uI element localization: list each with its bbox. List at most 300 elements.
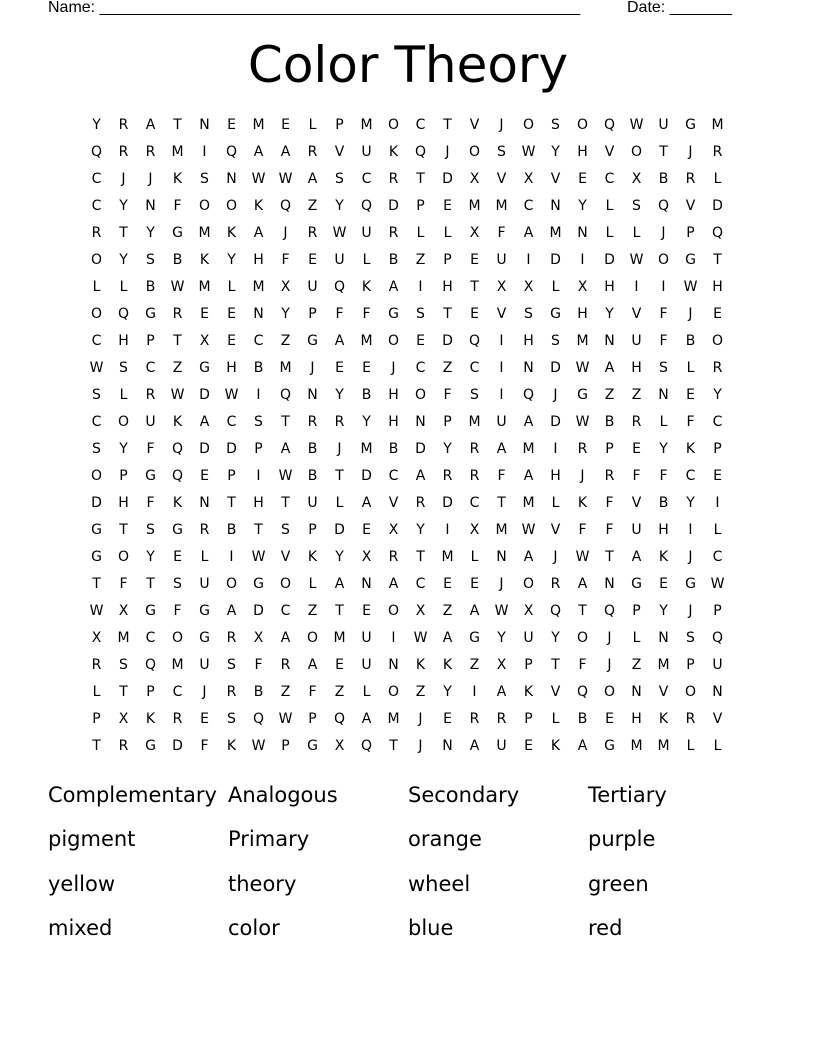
- grid-letter[interactable]: T: [416, 549, 425, 565]
- grid-letter[interactable]: R: [388, 225, 399, 241]
- grid-letter[interactable]: F: [146, 495, 155, 511]
- grid-letter[interactable]: E: [443, 198, 452, 214]
- grid-letter[interactable]: Y: [605, 306, 614, 322]
- grid-letter[interactable]: K: [685, 441, 696, 457]
- grid-letter[interactable]: E: [227, 117, 236, 133]
- grid-letter[interactable]: X: [523, 279, 534, 295]
- grid-letter[interactable]: A: [523, 549, 534, 565]
- grid-letter[interactable]: C: [415, 117, 426, 133]
- grid-letter[interactable]: B: [388, 252, 399, 268]
- grid-letter[interactable]: O: [522, 576, 535, 592]
- grid-letter[interactable]: L: [200, 549, 209, 565]
- grid-letter[interactable]: G: [307, 738, 318, 754]
- grid-letter[interactable]: X: [469, 522, 480, 538]
- grid-letter[interactable]: R: [280, 657, 291, 673]
- grid-letter[interactable]: T: [659, 144, 668, 160]
- grid-letter[interactable]: U: [631, 333, 642, 349]
- grid-letter[interactable]: B: [658, 171, 669, 187]
- grid-letter[interactable]: U: [307, 279, 318, 295]
- grid-letter[interactable]: N: [658, 387, 669, 403]
- grid-letter[interactable]: J: [283, 225, 288, 241]
- grid-letter[interactable]: W: [710, 576, 725, 592]
- grid-letter[interactable]: H: [388, 414, 399, 430]
- grid-letter[interactable]: Q: [711, 225, 724, 241]
- grid-letter[interactable]: B: [685, 333, 696, 349]
- grid-letter[interactable]: A: [307, 171, 318, 187]
- grid-letter[interactable]: A: [253, 225, 264, 241]
- grid-letter[interactable]: M: [198, 279, 211, 295]
- grid-letter[interactable]: P: [281, 738, 290, 754]
- grid-letter[interactable]: I: [472, 684, 477, 700]
- grid-letter[interactable]: C: [361, 171, 372, 187]
- grid-letter[interactable]: K: [172, 414, 183, 430]
- grid-letter[interactable]: R: [550, 576, 561, 592]
- grid-letter[interactable]: P: [308, 306, 317, 322]
- grid-letter[interactable]: D: [550, 360, 561, 376]
- grid-letter[interactable]: A: [361, 495, 372, 511]
- grid-letter[interactable]: R: [145, 144, 156, 160]
- grid-letter[interactable]: F: [686, 414, 695, 430]
- grid-letter[interactable]: B: [307, 441, 318, 457]
- grid-letter[interactable]: G: [604, 738, 615, 754]
- grid-letter[interactable]: I: [445, 522, 450, 538]
- grid-letter[interactable]: A: [577, 576, 588, 592]
- grid-letter[interactable]: I: [634, 279, 639, 295]
- grid-letter[interactable]: O: [117, 414, 130, 430]
- grid-letter[interactable]: G: [253, 576, 264, 592]
- grid-letter[interactable]: P: [146, 333, 155, 349]
- grid-letter[interactable]: M: [387, 711, 400, 727]
- grid-letter[interactable]: L: [551, 495, 560, 511]
- grid-letter[interactable]: T: [713, 252, 722, 268]
- grid-letter[interactable]: Q: [117, 306, 130, 322]
- grid-letter[interactable]: U: [712, 657, 723, 673]
- grid-letter[interactable]: G: [199, 603, 210, 619]
- grid-letter[interactable]: H: [388, 387, 399, 403]
- grid-letter[interactable]: T: [173, 117, 182, 133]
- grid-letter[interactable]: K: [361, 279, 372, 295]
- grid-letter[interactable]: J: [553, 387, 558, 403]
- grid-letter[interactable]: J: [310, 360, 315, 376]
- grid-letter[interactable]: S: [551, 333, 560, 349]
- grid-letter[interactable]: W: [332, 225, 347, 241]
- grid-letter[interactable]: Y: [146, 549, 155, 565]
- grid-letter[interactable]: F: [146, 441, 155, 457]
- grid-letter[interactable]: E: [686, 387, 695, 403]
- grid-letter[interactable]: M: [171, 657, 184, 673]
- grid-letter[interactable]: Z: [469, 657, 480, 673]
- grid-letter[interactable]: V: [604, 144, 615, 160]
- grid-letter[interactable]: Y: [335, 549, 344, 565]
- grid-letter[interactable]: J: [607, 630, 612, 646]
- grid-letter[interactable]: N: [523, 360, 534, 376]
- grid-letter[interactable]: F: [659, 468, 668, 484]
- grid-letter[interactable]: J: [688, 549, 693, 565]
- grid-letter[interactable]: L: [335, 495, 344, 511]
- grid-letter[interactable]: J: [499, 117, 504, 133]
- grid-letter[interactable]: Y: [119, 252, 128, 268]
- grid-letter[interactable]: D: [253, 603, 264, 619]
- grid-letter[interactable]: H: [118, 333, 129, 349]
- grid-letter[interactable]: P: [227, 468, 236, 484]
- grid-letter[interactable]: B: [172, 252, 183, 268]
- grid-letter[interactable]: X: [118, 603, 129, 619]
- grid-letter[interactable]: S: [227, 657, 236, 673]
- grid-letter[interactable]: U: [658, 117, 669, 133]
- grid-letter[interactable]: R: [118, 144, 129, 160]
- grid-letter[interactable]: I: [499, 333, 504, 349]
- grid-letter[interactable]: I: [580, 252, 585, 268]
- grid-letter[interactable]: B: [658, 495, 669, 511]
- grid-letter[interactable]: G: [145, 306, 156, 322]
- grid-letter[interactable]: Z: [307, 603, 318, 619]
- grid-letter[interactable]: L: [416, 225, 425, 241]
- grid-letter[interactable]: Q: [603, 603, 616, 619]
- grid-letter[interactable]: O: [90, 306, 103, 322]
- grid-letter[interactable]: Q: [711, 630, 724, 646]
- grid-letter[interactable]: G: [91, 549, 102, 565]
- grid-letter[interactable]: W: [413, 630, 428, 646]
- grid-letter[interactable]: E: [713, 468, 722, 484]
- grid-letter[interactable]: P: [416, 198, 425, 214]
- grid-letter[interactable]: N: [415, 414, 426, 430]
- grid-letter[interactable]: O: [198, 198, 211, 214]
- grid-letter[interactable]: E: [578, 171, 587, 187]
- grid-letter[interactable]: S: [92, 387, 101, 403]
- grid-letter[interactable]: S: [416, 306, 425, 322]
- grid-letter[interactable]: F: [200, 738, 209, 754]
- grid-letter[interactable]: G: [199, 630, 210, 646]
- grid-letter[interactable]: H: [118, 495, 129, 511]
- grid-letter[interactable]: J: [607, 657, 612, 673]
- grid-letter[interactable]: D: [442, 495, 453, 511]
- grid-letter[interactable]: E: [524, 738, 533, 754]
- grid-letter[interactable]: O: [387, 684, 400, 700]
- grid-letter[interactable]: Y: [443, 684, 452, 700]
- grid-letter[interactable]: E: [443, 711, 452, 727]
- grid-letter[interactable]: G: [388, 306, 399, 322]
- grid-letter[interactable]: H: [523, 333, 534, 349]
- grid-letter[interactable]: J: [121, 171, 126, 187]
- grid-letter[interactable]: W: [683, 279, 698, 295]
- grid-letter[interactable]: W: [251, 171, 266, 187]
- grid-letter[interactable]: V: [658, 684, 669, 700]
- grid-letter[interactable]: K: [523, 684, 534, 700]
- grid-letter[interactable]: U: [496, 738, 507, 754]
- grid-letter[interactable]: R: [469, 441, 480, 457]
- grid-letter[interactable]: L: [362, 684, 371, 700]
- grid-letter[interactable]: N: [712, 684, 723, 700]
- grid-letter[interactable]: O: [576, 117, 589, 133]
- grid-letter[interactable]: U: [199, 576, 210, 592]
- grid-letter[interactable]: F: [578, 522, 587, 538]
- grid-letter[interactable]: P: [92, 711, 101, 727]
- grid-letter[interactable]: S: [119, 360, 128, 376]
- grid-letter[interactable]: T: [119, 225, 128, 241]
- grid-letter[interactable]: K: [172, 171, 183, 187]
- grid-letter[interactable]: G: [307, 333, 318, 349]
- grid-letter[interactable]: N: [145, 198, 156, 214]
- grid-letter[interactable]: T: [254, 522, 263, 538]
- grid-letter[interactable]: N: [307, 387, 318, 403]
- grid-letter[interactable]: D: [712, 198, 723, 214]
- grid-letter[interactable]: R: [199, 522, 210, 538]
- grid-letter[interactable]: S: [470, 387, 479, 403]
- grid-letter[interactable]: H: [550, 468, 561, 484]
- grid-letter[interactable]: Y: [713, 387, 722, 403]
- grid-letter[interactable]: O: [684, 684, 697, 700]
- grid-letter[interactable]: M: [117, 630, 130, 646]
- grid-letter[interactable]: U: [361, 630, 372, 646]
- grid-letter[interactable]: X: [523, 171, 534, 187]
- grid-letter[interactable]: E: [632, 441, 641, 457]
- grid-letter[interactable]: R: [496, 711, 507, 727]
- grid-letter[interactable]: W: [170, 387, 185, 403]
- grid-letter[interactable]: G: [685, 576, 696, 592]
- grid-letter[interactable]: Z: [307, 198, 318, 214]
- grid-letter[interactable]: E: [443, 576, 452, 592]
- grid-letter[interactable]: W: [575, 549, 590, 565]
- grid-letter[interactable]: K: [550, 738, 561, 754]
- grid-letter[interactable]: J: [580, 468, 585, 484]
- grid-letter[interactable]: R: [604, 468, 615, 484]
- grid-letter[interactable]: T: [146, 576, 155, 592]
- grid-letter[interactable]: P: [443, 252, 452, 268]
- grid-letter[interactable]: U: [334, 252, 345, 268]
- grid-letter[interactable]: A: [577, 738, 588, 754]
- grid-letter[interactable]: I: [526, 252, 531, 268]
- grid-letter[interactable]: X: [469, 225, 480, 241]
- grid-letter[interactable]: P: [308, 522, 317, 538]
- grid-letter[interactable]: U: [523, 630, 534, 646]
- grid-letter[interactable]: L: [470, 549, 479, 565]
- grid-letter[interactable]: T: [92, 576, 101, 592]
- grid-letter[interactable]: F: [119, 576, 128, 592]
- grid-letter[interactable]: H: [712, 279, 723, 295]
- grid-letter[interactable]: W: [89, 360, 104, 376]
- grid-letter[interactable]: O: [468, 144, 481, 160]
- grid-letter[interactable]: N: [253, 306, 264, 322]
- grid-letter[interactable]: B: [253, 684, 264, 700]
- grid-letter[interactable]: C: [469, 495, 480, 511]
- grid-letter[interactable]: X: [469, 171, 480, 187]
- grid-letter[interactable]: A: [145, 117, 156, 133]
- grid-letter[interactable]: A: [523, 225, 534, 241]
- grid-letter[interactable]: M: [360, 333, 373, 349]
- grid-letter[interactable]: W: [521, 522, 536, 538]
- grid-letter[interactable]: V: [469, 117, 480, 133]
- grid-letter[interactable]: H: [604, 279, 615, 295]
- grid-letter[interactable]: R: [415, 495, 426, 511]
- grid-letter[interactable]: R: [712, 360, 723, 376]
- grid-letter[interactable]: C: [145, 360, 156, 376]
- grid-letter[interactable]: M: [522, 441, 535, 457]
- grid-letter[interactable]: P: [443, 414, 452, 430]
- grid-letter[interactable]: X: [523, 603, 534, 619]
- grid-letter[interactable]: S: [200, 171, 209, 187]
- grid-letter[interactable]: R: [118, 738, 129, 754]
- grid-letter[interactable]: X: [415, 603, 426, 619]
- grid-letter[interactable]: A: [199, 414, 210, 430]
- grid-letter[interactable]: A: [604, 360, 615, 376]
- grid-letter[interactable]: O: [630, 144, 643, 160]
- grid-letter[interactable]: Y: [659, 441, 668, 457]
- grid-letter[interactable]: C: [685, 468, 696, 484]
- grid-letter[interactable]: L: [443, 225, 452, 241]
- grid-letter[interactable]: F: [497, 468, 506, 484]
- grid-letter[interactable]: L: [92, 279, 101, 295]
- grid-letter[interactable]: U: [496, 252, 507, 268]
- grid-letter[interactable]: J: [499, 576, 504, 592]
- grid-letter[interactable]: C: [415, 360, 426, 376]
- grid-letter[interactable]: G: [172, 522, 183, 538]
- grid-letter[interactable]: A: [253, 144, 264, 160]
- grid-letter[interactable]: Y: [551, 630, 560, 646]
- grid-letter[interactable]: C: [91, 414, 102, 430]
- grid-letter[interactable]: Y: [497, 630, 506, 646]
- grid-letter[interactable]: F: [497, 225, 506, 241]
- grid-letter[interactable]: W: [89, 603, 104, 619]
- grid-letter[interactable]: M: [360, 441, 373, 457]
- grid-letter[interactable]: F: [659, 306, 668, 322]
- grid-letter[interactable]: A: [388, 279, 399, 295]
- grid-letter[interactable]: L: [659, 414, 668, 430]
- grid-letter[interactable]: Z: [172, 360, 183, 376]
- grid-letter[interactable]: V: [550, 684, 561, 700]
- grid-letter[interactable]: J: [688, 144, 693, 160]
- grid-letter[interactable]: C: [253, 333, 264, 349]
- grid-letter[interactable]: T: [578, 603, 587, 619]
- grid-letter[interactable]: L: [632, 630, 641, 646]
- grid-letter[interactable]: M: [252, 279, 265, 295]
- grid-letter[interactable]: H: [658, 522, 669, 538]
- grid-letter[interactable]: F: [173, 198, 182, 214]
- grid-letter[interactable]: R: [91, 657, 102, 673]
- grid-letter[interactable]: P: [632, 603, 641, 619]
- grid-letter[interactable]: F: [362, 306, 371, 322]
- grid-letter[interactable]: Z: [415, 252, 426, 268]
- grid-letter[interactable]: L: [686, 360, 695, 376]
- grid-letter[interactable]: R: [118, 117, 129, 133]
- grid-letter[interactable]: E: [470, 252, 479, 268]
- grid-letter[interactable]: W: [170, 279, 185, 295]
- grid-letter[interactable]: G: [91, 522, 102, 538]
- grid-letter[interactable]: O: [387, 117, 400, 133]
- grid-letter[interactable]: M: [252, 117, 265, 133]
- grid-letter[interactable]: M: [495, 522, 508, 538]
- grid-letter[interactable]: W: [278, 711, 293, 727]
- grid-letter[interactable]: K: [253, 198, 264, 214]
- grid-letter[interactable]: C: [91, 198, 102, 214]
- grid-letter[interactable]: P: [524, 657, 533, 673]
- grid-letter[interactable]: Q: [333, 711, 346, 727]
- grid-letter[interactable]: M: [657, 657, 670, 673]
- grid-letter[interactable]: V: [631, 495, 642, 511]
- grid-letter[interactable]: Q: [522, 387, 535, 403]
- grid-letter[interactable]: M: [657, 738, 670, 754]
- grid-letter[interactable]: L: [551, 711, 560, 727]
- grid-letter[interactable]: E: [362, 360, 371, 376]
- grid-letter[interactable]: J: [418, 738, 423, 754]
- grid-letter[interactable]: B: [226, 522, 237, 538]
- grid-letter[interactable]: R: [226, 684, 237, 700]
- grid-letter[interactable]: R: [172, 711, 183, 727]
- grid-letter[interactable]: S: [119, 657, 128, 673]
- grid-letter[interactable]: J: [661, 225, 666, 241]
- grid-letter[interactable]: P: [686, 657, 695, 673]
- grid-letter[interactable]: H: [253, 495, 264, 511]
- grid-letter[interactable]: E: [713, 306, 722, 322]
- grid-letter[interactable]: C: [469, 360, 480, 376]
- grid-letter[interactable]: Q: [333, 279, 346, 295]
- grid-letter[interactable]: G: [469, 630, 480, 646]
- grid-letter[interactable]: O: [576, 630, 589, 646]
- grid-letter[interactable]: S: [632, 198, 641, 214]
- grid-letter[interactable]: T: [389, 738, 398, 754]
- grid-letter[interactable]: I: [256, 468, 261, 484]
- grid-letter[interactable]: N: [199, 117, 210, 133]
- grid-letter[interactable]: D: [550, 414, 561, 430]
- grid-letter[interactable]: W: [251, 549, 266, 565]
- grid-letter[interactable]: V: [280, 549, 291, 565]
- grid-letter[interactable]: L: [713, 738, 722, 754]
- grid-letter[interactable]: W: [521, 144, 536, 160]
- grid-letter[interactable]: T: [173, 333, 182, 349]
- grid-letter[interactable]: S: [551, 117, 560, 133]
- grid-letter[interactable]: X: [280, 279, 291, 295]
- grid-letter[interactable]: S: [659, 360, 668, 376]
- grid-letter[interactable]: R: [442, 468, 453, 484]
- grid-letter[interactable]: U: [199, 657, 210, 673]
- grid-letter[interactable]: T: [551, 657, 560, 673]
- grid-letter[interactable]: N: [577, 225, 588, 241]
- grid-letter[interactable]: P: [713, 603, 722, 619]
- grid-letter[interactable]: B: [388, 441, 399, 457]
- grid-letter[interactable]: X: [577, 279, 588, 295]
- grid-letter[interactable]: K: [658, 711, 669, 727]
- grid-letter[interactable]: O: [225, 576, 238, 592]
- grid-letter[interactable]: E: [227, 306, 236, 322]
- date-field-line[interactable]: Date: _______: [627, 0, 732, 16]
- grid-letter[interactable]: T: [119, 684, 128, 700]
- grid-letter[interactable]: B: [577, 711, 588, 727]
- grid-letter[interactable]: D: [442, 333, 453, 349]
- grid-letter[interactable]: V: [685, 198, 696, 214]
- grid-letter[interactable]: H: [577, 306, 588, 322]
- grid-letter[interactable]: I: [661, 279, 666, 295]
- grid-letter[interactable]: T: [497, 495, 506, 511]
- grid-letter[interactable]: B: [145, 279, 156, 295]
- grid-letter[interactable]: G: [145, 468, 156, 484]
- grid-letter[interactable]: D: [226, 441, 237, 457]
- grid-letter[interactable]: H: [631, 711, 642, 727]
- name-field-line[interactable]: Name: ______________________________________________________: [48, 0, 581, 16]
- grid-letter[interactable]: O: [90, 252, 103, 268]
- grid-letter[interactable]: Z: [280, 684, 291, 700]
- grid-letter[interactable]: L: [92, 684, 101, 700]
- grid-letter[interactable]: O: [387, 333, 400, 349]
- grid-letter[interactable]: W: [629, 252, 644, 268]
- grid-letter[interactable]: L: [713, 171, 722, 187]
- grid-letter[interactable]: L: [119, 279, 128, 295]
- grid-letter[interactable]: D: [361, 468, 372, 484]
- grid-letter[interactable]: K: [145, 711, 156, 727]
- grid-letter[interactable]: Q: [414, 144, 427, 160]
- grid-letter[interactable]: L: [605, 198, 614, 214]
- grid-letter[interactable]: A: [496, 441, 507, 457]
- grid-letter[interactable]: Y: [551, 144, 560, 160]
- grid-letter[interactable]: J: [202, 684, 207, 700]
